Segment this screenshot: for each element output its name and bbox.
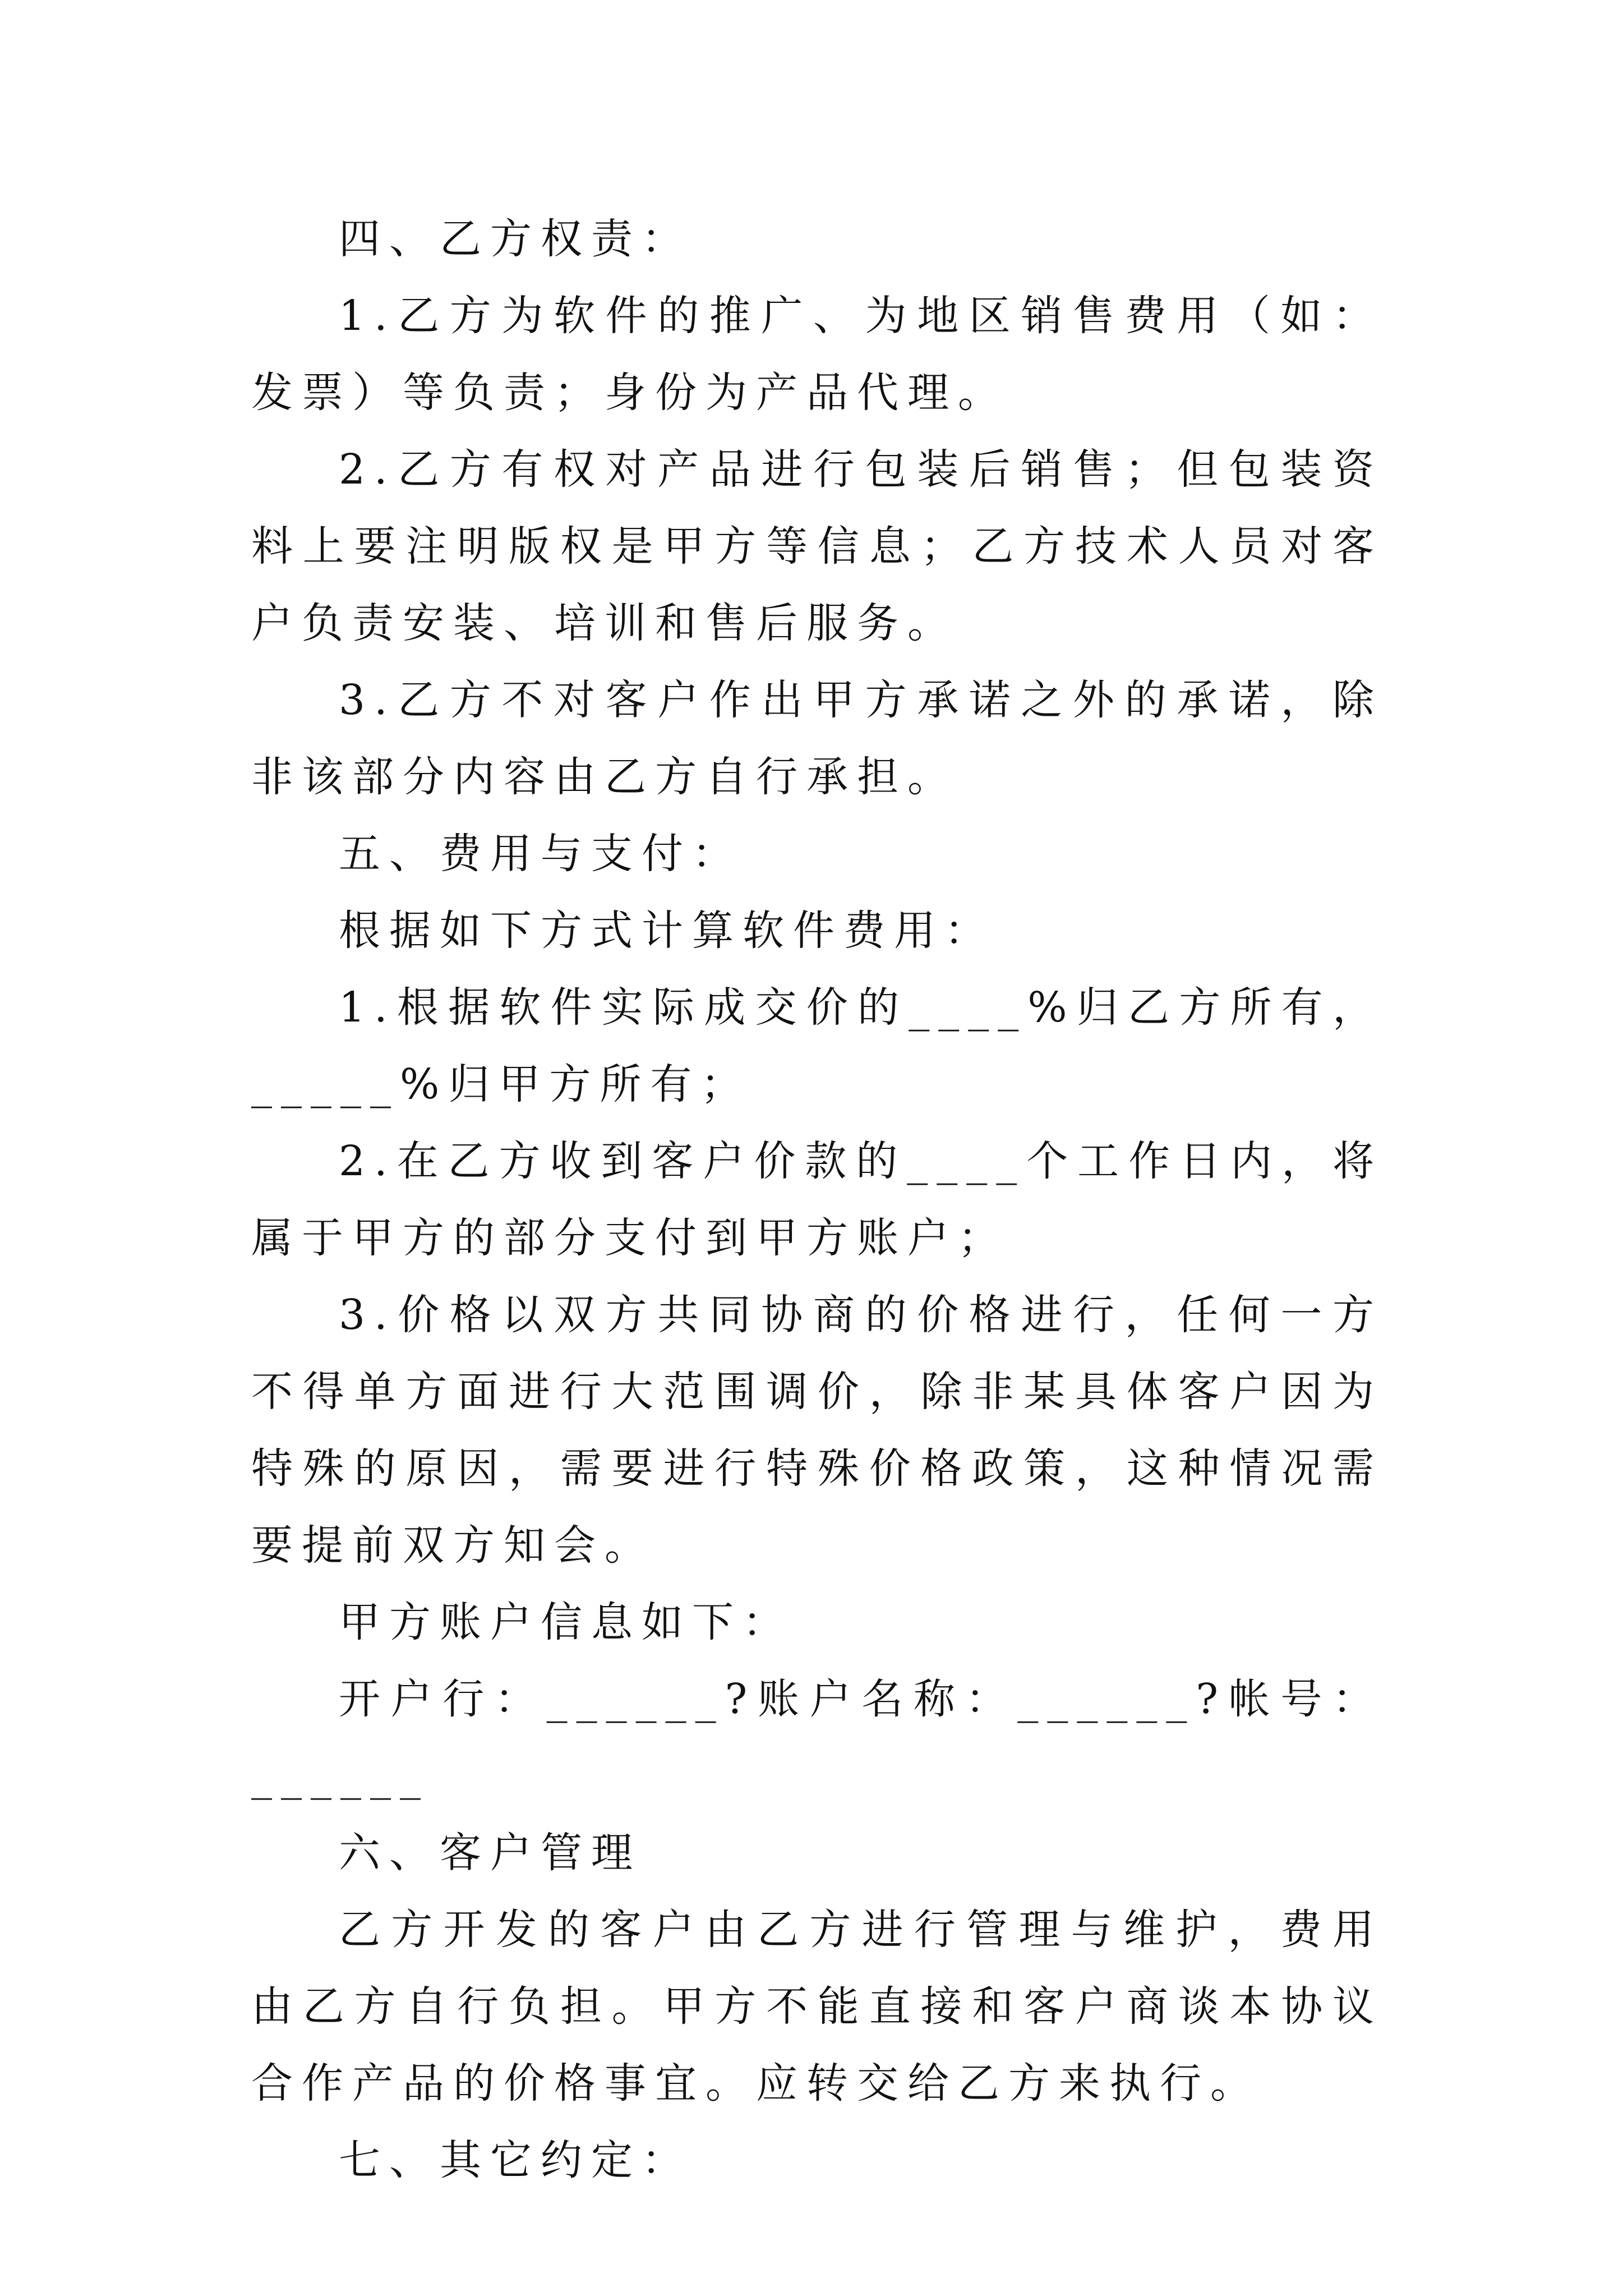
section-heading-customer-management: 六、客户管理 [339, 1829, 642, 1877]
account-info-fields: 开户行：______?账户名称：______?帐号：______ [251, 1675, 1383, 1800]
section-heading-party-b-rights: 四、乙方权责： [339, 215, 692, 263]
fee-clause-2: 2.在乙方收到客户价款的____个工作日内，将属于甲方的部分支付到甲方账户； [251, 1137, 1383, 1262]
section-heading-fees-payment: 五、费用与支付： [339, 830, 743, 878]
customer-management-text: 乙方开发的客户由乙方进行管理与维护，费用由乙方自行负担。甲方不能直接和客户商谈本协议合作产品的价格事宜。应转交给乙方来执行。 [251, 1906, 1383, 2108]
section-heading-other-agreements: 七、其它约定： [339, 2136, 692, 2184]
clause-b-1: 1.乙方为软件的推广、为地区销售费用（如：发票）等负责；身份为产品代理。 [251, 292, 1383, 417]
clause-b-3: 3.乙方不对客户作出甲方承诺之外的承诺，除非该部分内容由乙方自行承担。 [251, 676, 1383, 801]
document-body [251, 201, 1383, 2199]
clause-b-2: 2.乙方有权对产品进行包装后销售；但包装资料上要注明版权是甲方等信息；乙方技术人员对客户负责安装、培训和售后服务。 [251, 445, 1383, 647]
fee-clause-3: 3.价格以双方共同协商的价格进行，任何一方不得单方面进行大范围调价，除非某具体客户因为特殊的原因，需要进行特殊价格政策，这种情况需要提前双方知会。 [251, 1291, 1383, 1570]
account-info-intro: 甲方账户信息如下： [339, 1598, 793, 1646]
fee-calculation-intro: 根据如下方式计算软件费用： [339, 907, 995, 955]
fee-clause-1: 1.根据软件实际成交价的____%归乙方所有，_____%归甲方所有； [251, 983, 1383, 1108]
